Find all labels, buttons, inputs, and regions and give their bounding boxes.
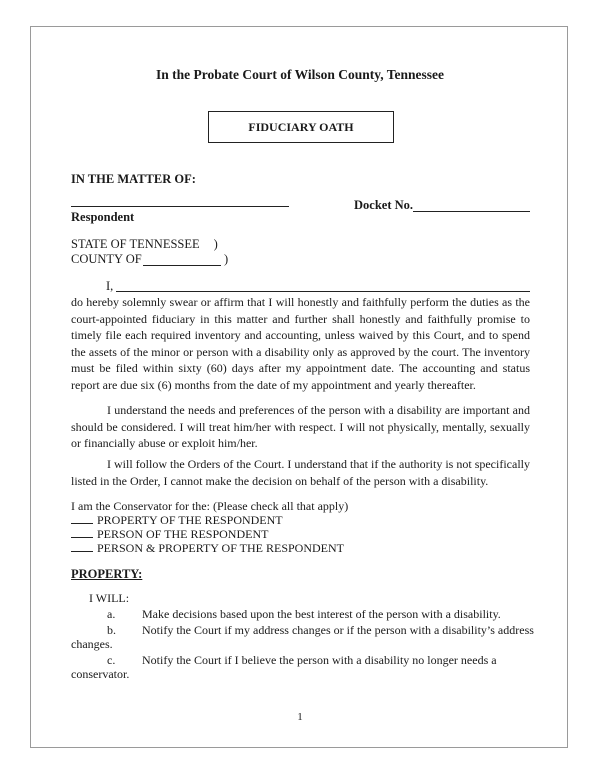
item-b-letter: b.: [107, 623, 116, 637]
conservator-option-person: PERSON OF THE RESPONDENT: [71, 527, 268, 542]
page-number: 1: [297, 711, 303, 723]
conservator-option-property: PROPERTY OF THE RESPONDENT: [71, 513, 283, 528]
respondent-name-field[interactable]: [71, 206, 289, 207]
county-paren: ): [224, 252, 229, 266]
affiant-label: I,: [106, 279, 114, 293]
oath-paragraph-3: I will follow the Orders of the Court. I understand that if the authority is not specifically listed in the Order, I cannot make the decision on behalf of the person with a disability.: [71, 457, 530, 488]
county-label: COUNTY OF: [71, 252, 142, 266]
conservator-intro: I am the Conservator for the: (Please check all that apply): [71, 499, 349, 513]
item-b-text: Notify the Court if my address changes or if the person with a disability’s address: [142, 623, 534, 637]
item-c-letter: c.: [107, 653, 116, 667]
affiant-name-field[interactable]: [116, 291, 530, 292]
item-a-letter: a.: [107, 607, 116, 621]
document-title-box: [208, 111, 394, 143]
i-will-label: I WILL:: [89, 591, 130, 605]
item-c-continuation: conservator.: [71, 667, 130, 681]
check-blank-person-property[interactable]: [71, 541, 93, 552]
conservator-option-person-property: PERSON & PROPERTY OF THE RESPONDENT: [71, 541, 344, 556]
state-line: [71, 237, 218, 252]
docket-label: Docket No.: [354, 198, 414, 212]
county-name-field[interactable]: [143, 265, 221, 266]
state-paren: ): [213, 237, 218, 251]
item-c-text: Notify the Court if I believe the person with a disability no longer needs a: [142, 653, 497, 667]
court-title: In the Probate Court of Wilson County, Tennessee: [155, 67, 445, 82]
property-heading: PROPERTY:: [71, 567, 143, 581]
matter-label: IN THE MATTER OF:: [71, 172, 196, 186]
item-b-continuation: changes.: [71, 637, 113, 651]
check-blank-person[interactable]: [71, 527, 93, 538]
respondent-label: Respondent: [71, 210, 135, 224]
oath-paragraph-1: do hereby solemnly swear or affirm that I will honestly and faithfully perform the duties as the court-appointed fiduciary in this matter and further shall honestly and faithfully promise to timely file each required inventory and accounting, unless waived by this Court, and to spend the assets of the minor or person with a disability only as approved by the court. The inventory must be filed within sixty (60) days after my appointment date. The accounting and status report are due six (6) months from the date of my appointment and yearly thereafter.: [71, 295, 530, 392]
item-a-text: Make decisions based upon the best interest of the person with a disability.: [142, 607, 501, 621]
state-text: STATE OF TENNESSEE: [71, 237, 200, 251]
docket-number-field[interactable]: [413, 211, 530, 212]
check-blank-property[interactable]: [71, 513, 93, 524]
document-title: FIDUCIARY OATH: [248, 119, 354, 134]
oath-paragraph-2: I understand the needs and preferences of the person with a disability are important and should be considered. I will treat him/her with respect. I will not physically, mentally, sexually or financially abuse or exploit him/her.: [71, 403, 530, 450]
